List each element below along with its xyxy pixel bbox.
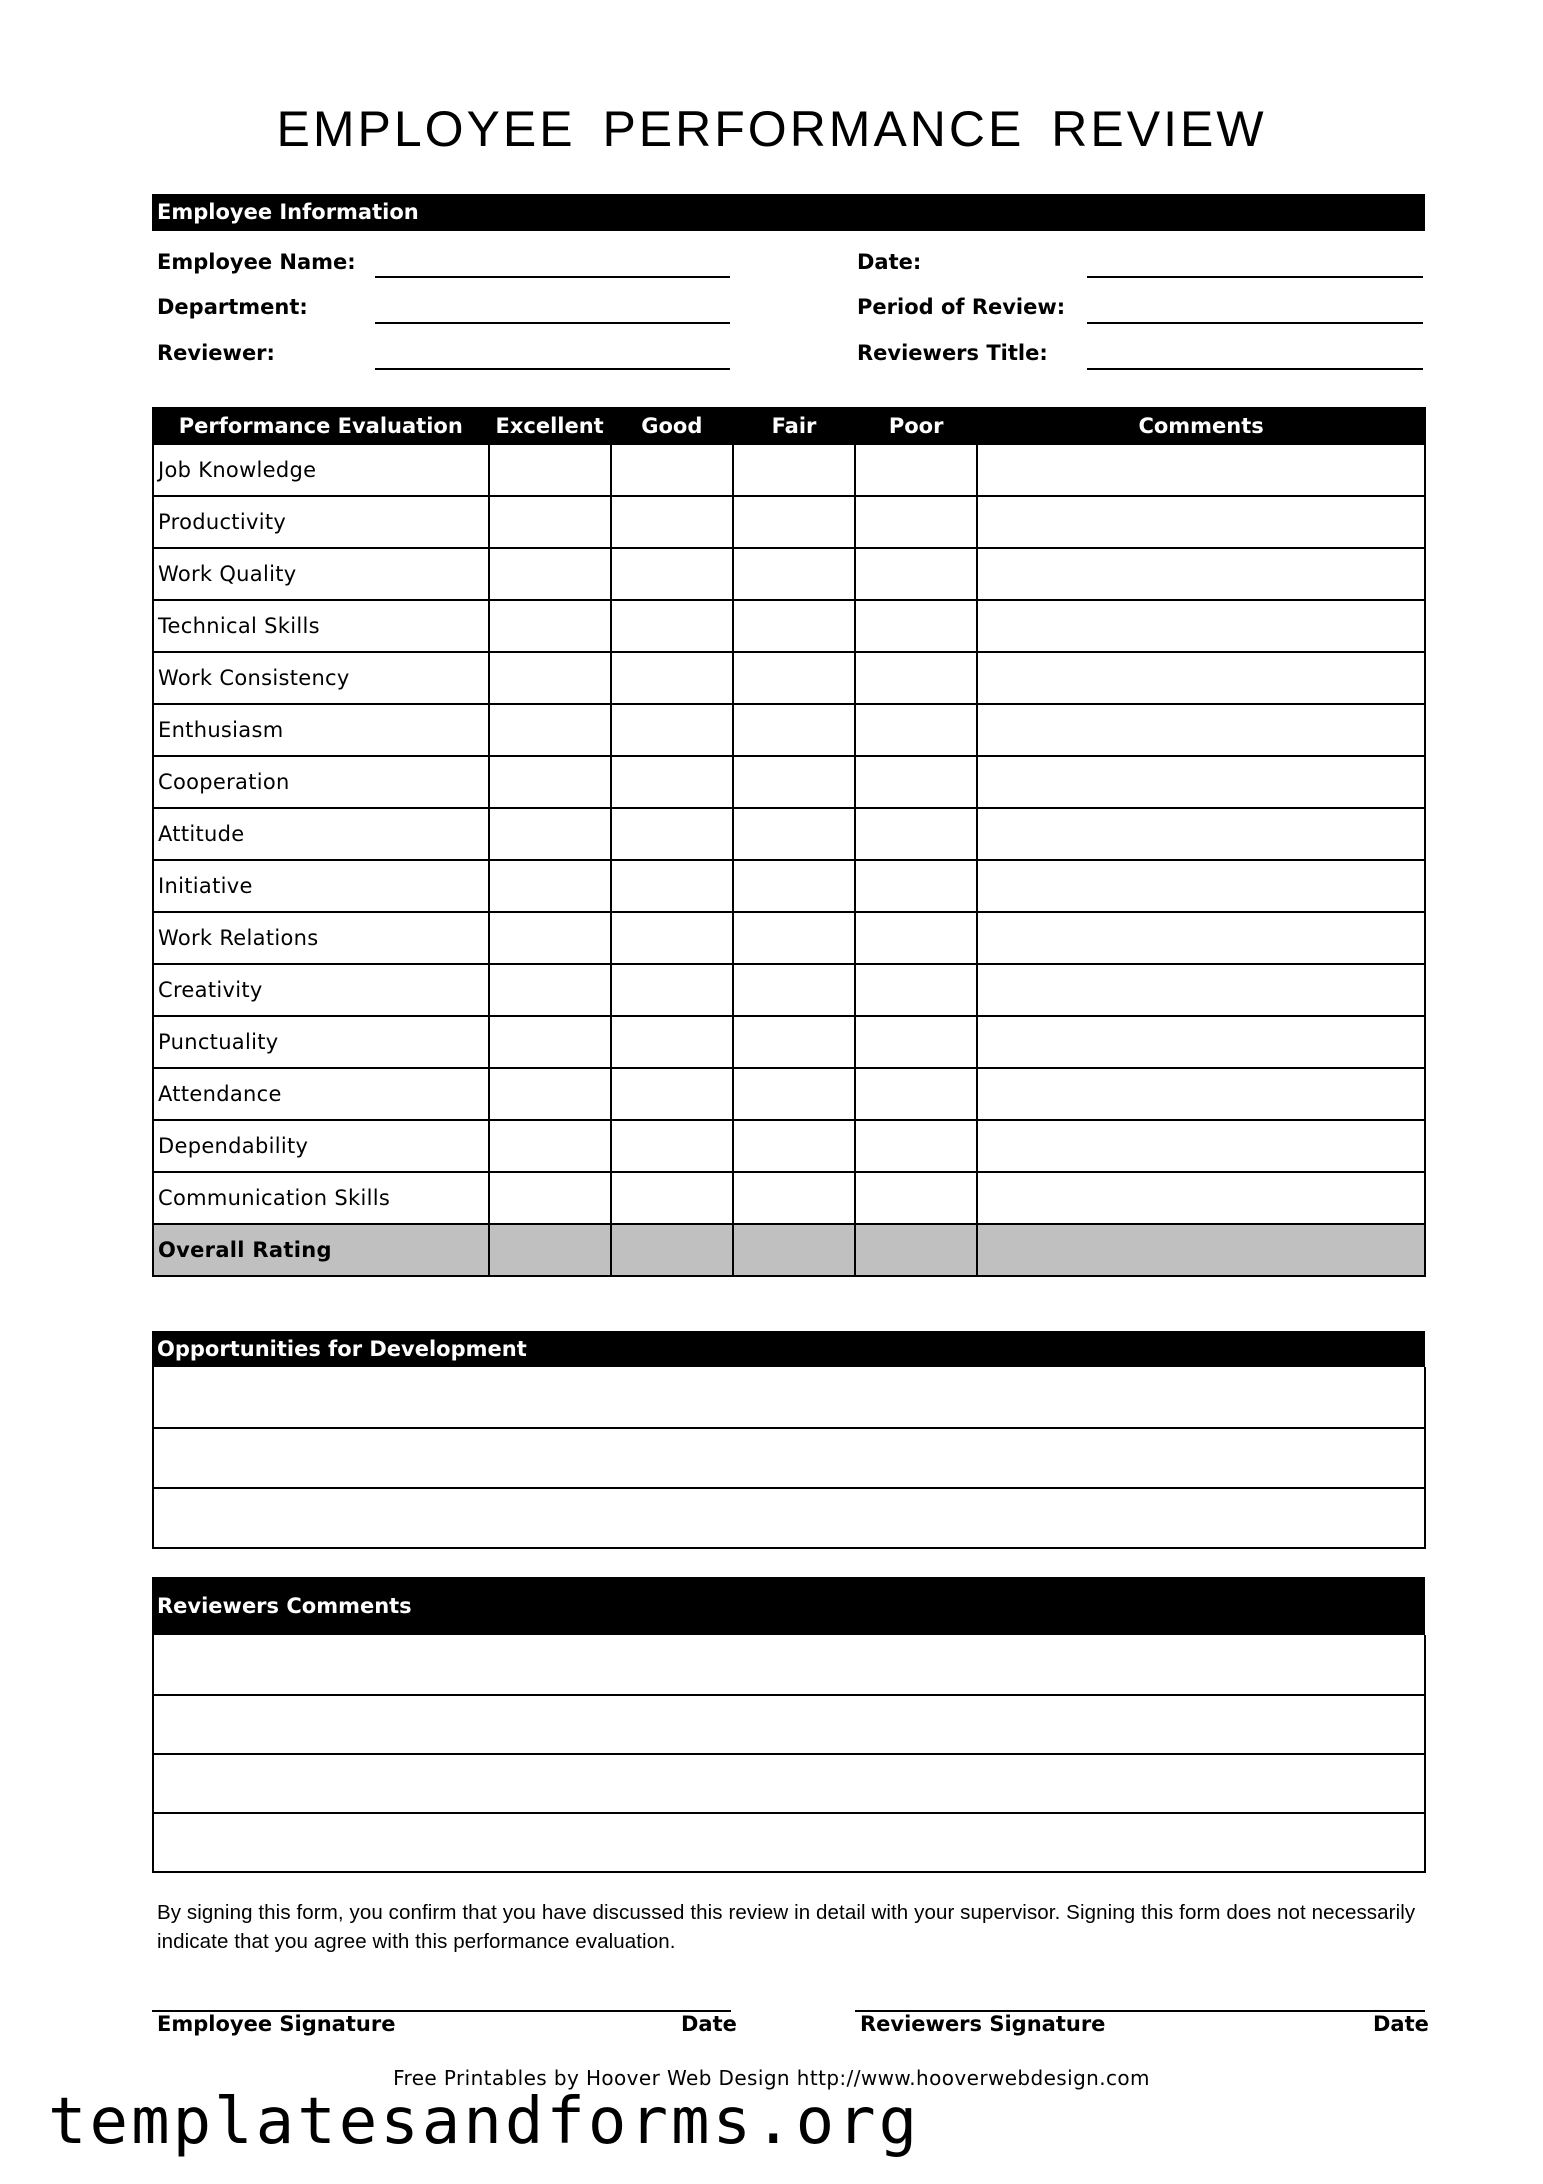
fair-cell[interactable] bbox=[733, 860, 855, 912]
table-row bbox=[153, 652, 1425, 704]
excellent-cell[interactable] bbox=[489, 1120, 611, 1172]
employee-date-label: Date bbox=[681, 2012, 737, 2036]
development-header: Opportunities for Development bbox=[152, 1331, 1425, 1367]
fair-cell[interactable] bbox=[733, 600, 855, 652]
fair-cell[interactable] bbox=[733, 1224, 855, 1276]
good-cell[interactable] bbox=[611, 1068, 733, 1120]
good-cell[interactable] bbox=[611, 808, 733, 860]
criteria-label: Overall Rating bbox=[153, 1224, 489, 1276]
excellent-cell[interactable] bbox=[489, 1224, 611, 1276]
comments-cell[interactable] bbox=[977, 548, 1425, 600]
good-cell[interactable] bbox=[611, 1120, 733, 1172]
fair-cell[interactable] bbox=[733, 1068, 855, 1120]
reviewer-comments-line[interactable] bbox=[154, 1635, 1424, 1694]
good-cell[interactable] bbox=[611, 860, 733, 912]
table-row bbox=[153, 964, 1425, 1016]
criteria-label: Technical Skills bbox=[153, 600, 489, 652]
poor-cell[interactable] bbox=[855, 1120, 977, 1172]
reviewer-comments-line[interactable] bbox=[154, 1812, 1424, 1871]
fair-cell[interactable] bbox=[733, 652, 855, 704]
footer-credit: Free Printables by Hoover Web Design http://www.hooverwebdesign.com bbox=[393, 2066, 1150, 2090]
good-cell[interactable] bbox=[611, 964, 733, 1016]
period-field[interactable] bbox=[1087, 322, 1423, 324]
poor-cell[interactable] bbox=[855, 1172, 977, 1224]
criteria-label: Work Relations bbox=[153, 912, 489, 964]
comments-cell[interactable] bbox=[977, 496, 1425, 548]
good-cell[interactable] bbox=[611, 444, 733, 496]
fair-cell[interactable] bbox=[733, 1016, 855, 1068]
department-label: Department: bbox=[157, 295, 308, 319]
criteria-label: Dependability bbox=[153, 1120, 489, 1172]
excellent-cell[interactable] bbox=[489, 1068, 611, 1120]
criteria-label: Attitude bbox=[153, 808, 489, 860]
criteria-label: Creativity bbox=[153, 964, 489, 1016]
criteria-label: Initiative bbox=[153, 860, 489, 912]
development-line[interactable] bbox=[154, 1427, 1424, 1487]
criteria-label: Communication Skills bbox=[153, 1172, 489, 1224]
column-header: Comments bbox=[977, 408, 1425, 444]
fair-cell[interactable] bbox=[733, 756, 855, 808]
comments-cell[interactable] bbox=[977, 1172, 1425, 1224]
poor-cell[interactable] bbox=[855, 860, 977, 912]
development-box bbox=[152, 1367, 1426, 1549]
poor-cell[interactable] bbox=[855, 756, 977, 808]
table-row bbox=[153, 912, 1425, 964]
column-header: Performance Evaluation bbox=[153, 408, 489, 444]
column-header: Fair bbox=[733, 408, 855, 444]
date-label: Date: bbox=[857, 250, 922, 274]
poor-cell[interactable] bbox=[855, 600, 977, 652]
table-header-row bbox=[153, 408, 1425, 444]
poor-cell[interactable] bbox=[855, 704, 977, 756]
criteria-label: Job Knowledge bbox=[153, 444, 489, 496]
good-cell[interactable] bbox=[611, 704, 733, 756]
employee-name-label: Employee Name: bbox=[157, 250, 356, 274]
table-row bbox=[153, 496, 1425, 548]
excellent-cell[interactable] bbox=[489, 1172, 611, 1224]
comments-cell[interactable] bbox=[977, 912, 1425, 964]
good-cell[interactable] bbox=[611, 1224, 733, 1276]
column-header: Poor bbox=[855, 408, 977, 444]
table-row bbox=[153, 548, 1425, 600]
fair-cell[interactable] bbox=[733, 1172, 855, 1224]
table-row bbox=[153, 1016, 1425, 1068]
table-row bbox=[153, 1172, 1425, 1224]
good-cell[interactable] bbox=[611, 1172, 733, 1224]
employee-signature-label: Employee Signature bbox=[157, 2012, 396, 2036]
comments-cell[interactable] bbox=[977, 704, 1425, 756]
comments-cell[interactable] bbox=[977, 756, 1425, 808]
table-row bbox=[153, 756, 1425, 808]
excellent-cell[interactable] bbox=[489, 860, 611, 912]
comments-cell[interactable] bbox=[977, 1068, 1425, 1120]
excellent-cell[interactable] bbox=[489, 912, 611, 964]
comments-cell[interactable] bbox=[977, 1224, 1425, 1276]
poor-cell[interactable] bbox=[855, 652, 977, 704]
excellent-cell[interactable] bbox=[489, 444, 611, 496]
good-cell[interactable] bbox=[611, 548, 733, 600]
performance-evaluation-table bbox=[152, 407, 1426, 1277]
development-line[interactable] bbox=[154, 1367, 1424, 1427]
poor-cell[interactable] bbox=[855, 1068, 977, 1120]
criteria-label: Attendance bbox=[153, 1068, 489, 1120]
comments-cell[interactable] bbox=[977, 652, 1425, 704]
table-row bbox=[153, 444, 1425, 496]
poor-cell[interactable] bbox=[855, 548, 977, 600]
column-header: Good bbox=[611, 408, 733, 444]
poor-cell[interactable] bbox=[855, 964, 977, 1016]
reviewer-comments-box bbox=[152, 1635, 1426, 1873]
development-line[interactable] bbox=[154, 1487, 1424, 1547]
table-row bbox=[153, 600, 1425, 652]
comments-cell[interactable] bbox=[977, 1120, 1425, 1172]
fair-cell[interactable] bbox=[733, 808, 855, 860]
poor-cell[interactable] bbox=[855, 496, 977, 548]
reviewer-comments-line[interactable] bbox=[154, 1753, 1424, 1812]
poor-cell[interactable] bbox=[855, 1224, 977, 1276]
fair-cell[interactable] bbox=[733, 704, 855, 756]
table-row bbox=[153, 1120, 1425, 1172]
excellent-cell[interactable] bbox=[489, 704, 611, 756]
fair-cell[interactable] bbox=[733, 912, 855, 964]
table-row bbox=[153, 1068, 1425, 1120]
comments-cell[interactable] bbox=[977, 860, 1425, 912]
criteria-label: Punctuality bbox=[153, 1016, 489, 1068]
table-row bbox=[153, 860, 1425, 912]
employee-info-header: Employee Information bbox=[152, 194, 1425, 231]
excellent-cell[interactable] bbox=[489, 756, 611, 808]
good-cell[interactable] bbox=[611, 756, 733, 808]
good-cell[interactable] bbox=[611, 912, 733, 964]
excellent-cell[interactable] bbox=[489, 496, 611, 548]
good-cell[interactable] bbox=[611, 496, 733, 548]
excellent-cell[interactable] bbox=[489, 600, 611, 652]
excellent-cell[interactable] bbox=[489, 964, 611, 1016]
poor-cell[interactable] bbox=[855, 1016, 977, 1068]
signature-disclaimer: By signing this form, you confirm that you have discussed this review in detail with your supervisor. Signing this form does not necessarily indicate that you agree with this performance evaluation. bbox=[157, 1901, 1416, 1953]
comments-cell[interactable] bbox=[977, 1016, 1425, 1068]
reviewer-comments-header: Reviewers Comments bbox=[152, 1577, 1425, 1635]
table-row bbox=[153, 808, 1425, 860]
period-label: Period of Review: bbox=[857, 295, 1066, 319]
watermark-logo: templatesandforms.org bbox=[48, 2085, 921, 2159]
reviewer-date-label: Date bbox=[1373, 2012, 1429, 2036]
fair-cell[interactable] bbox=[733, 496, 855, 548]
good-cell[interactable] bbox=[611, 1016, 733, 1068]
criteria-label: Productivity bbox=[153, 496, 489, 548]
excellent-cell[interactable] bbox=[489, 808, 611, 860]
reviewer-title-field[interactable] bbox=[1087, 368, 1423, 370]
criteria-label: Work Consistency bbox=[153, 652, 489, 704]
table-row bbox=[153, 1224, 1425, 1276]
comments-cell[interactable] bbox=[977, 444, 1425, 496]
column-header: Excellent bbox=[489, 408, 611, 444]
fair-cell[interactable] bbox=[733, 444, 855, 496]
excellent-cell[interactable] bbox=[489, 548, 611, 600]
fair-cell[interactable] bbox=[733, 1120, 855, 1172]
reviewer-field[interactable] bbox=[375, 368, 730, 370]
table-row bbox=[153, 704, 1425, 756]
criteria-label: Enthusiasm bbox=[153, 704, 489, 756]
excellent-cell[interactable] bbox=[489, 652, 611, 704]
fair-cell[interactable] bbox=[733, 548, 855, 600]
poor-cell[interactable] bbox=[855, 912, 977, 964]
criteria-label: Work Quality bbox=[153, 548, 489, 600]
poor-cell[interactable] bbox=[855, 808, 977, 860]
fair-cell[interactable] bbox=[733, 964, 855, 1016]
comments-cell[interactable] bbox=[977, 964, 1425, 1016]
good-cell[interactable] bbox=[611, 600, 733, 652]
reviewer-signature-label: Reviewers Signature bbox=[860, 2012, 1106, 2036]
department-field[interactable] bbox=[375, 322, 730, 324]
criteria-label: Cooperation bbox=[153, 756, 489, 808]
reviewer-title-label: Reviewers Title: bbox=[857, 341, 1048, 365]
poor-cell[interactable] bbox=[855, 444, 977, 496]
excellent-cell[interactable] bbox=[489, 1016, 611, 1068]
reviewer-comments-line[interactable] bbox=[154, 1694, 1424, 1753]
comments-cell[interactable] bbox=[977, 808, 1425, 860]
page-title: EMPLOYEE PERFORMANCE REVIEW bbox=[276, 101, 1267, 157]
employee-name-field[interactable] bbox=[375, 276, 730, 278]
reviewer-label: Reviewer: bbox=[157, 341, 275, 365]
good-cell[interactable] bbox=[611, 652, 733, 704]
date-field[interactable] bbox=[1087, 276, 1423, 278]
comments-cell[interactable] bbox=[977, 600, 1425, 652]
